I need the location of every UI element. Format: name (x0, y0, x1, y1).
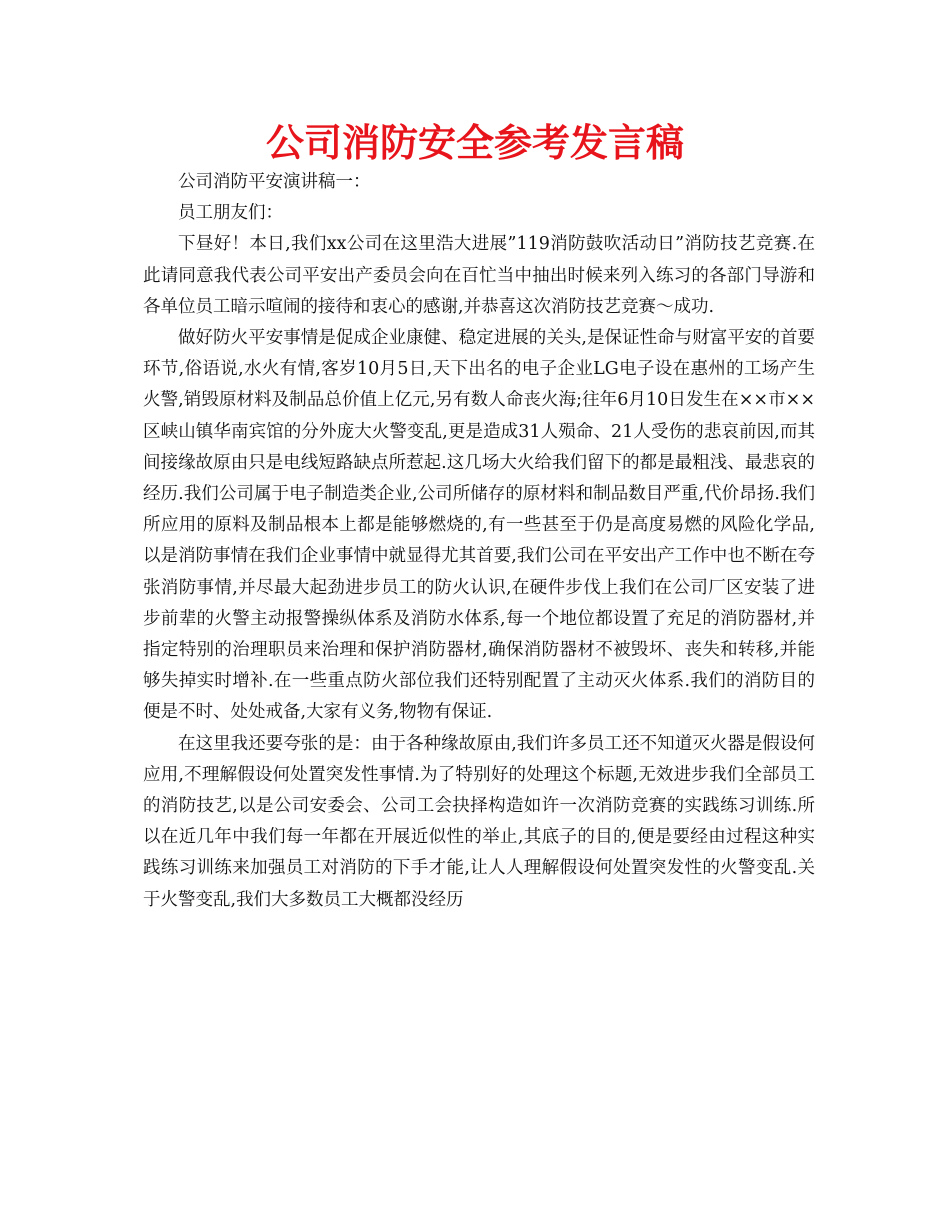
paragraph: 做好防火平安事情是促成企业康健、稳定进展的关头,是保证性命与财富平安的首要环节,俗语说,水火有情,客岁10月5日,天下出名的电子企业LG电子设在惠州的工场产生火警,销毁原材料及制品总价值上亿元,另有数人命丧火海;往年6月10日发生在××市××区峡山镇华南宾馆的分外庞大火警变乱,更是造成31人殒命、21人受伤的悲哀前因,而其间接缘故原由只是电线短路缺点所惹起.这几场大火给我们留下的都是最粗浅、最悲哀的经历.我们公司属于电子制造类企业,公司所储存的原材料和制品数目严重,代价昂扬.我们所应用的原料及制品根本上都是能够燃烧的,有一些甚至于仍是高度易燃的风险化学品,以是消防事情在我们企业事情中就显得尤其首要,我们公司在平安出产工作中也不断在夸张消防事情,并尽最大起劲进步员工的防火认识,在硬件步伐上我们在公司厂区安装了进步前辈的火警主动报警操纵体系及消防水体系,每一个地位都设置了充足的消防器材,并指定特别的治理职员来治理和保护消防器材,确保消防器材不被毁坏、丧失和转移,并能够失掉实时增补.在一些重点防火部位我们还特别配置了主动灭火体系.我们的消防目的便是不时、处处戒备,大家有义务,物物有保证. (143, 328, 815, 723)
paragraph: 在这里我还要夸张的是：由于各种缘故原由,我们许多员工还不知道灭火器是假设何应用,不理解假设何处置突发性事情.为了特别好的处理这个标题,无效进步我们全部员工的消防技艺,以是公司安委会、公司工会抉择构造如许一次消防竞赛的实践练习训练.所以在近几年中我们每一年都在开展近似性的举止,其底子的目的,便是要经由过程这种实践练习训练来加强员工对消防的下手才能,让人人理解假设何处置突发性的火警变乱.关于火警变乱,我们大多数员工大概都没经历 (143, 733, 815, 910)
paragraph-greeting: 员工朋友们： (178, 203, 283, 224)
document-body (143, 167, 815, 916)
paragraph-heading: 公司消防平安演讲稿一： (178, 172, 371, 192)
document-title: 公司消防安全参考发言稿 (265, 121, 684, 165)
paragraph: 下昼好！本日,我们xx公司在这里浩大进展”119消防鼓吹活动日”消防技艺竞赛.在此请同意我代表公司平安出产委员会向在百忙当中抽出时候来列入练习的各部门导游和各单位员工暗示喧闹的接待和衷心的感谢,并恭喜这次消防技艺竞赛～成功. (143, 234, 815, 317)
